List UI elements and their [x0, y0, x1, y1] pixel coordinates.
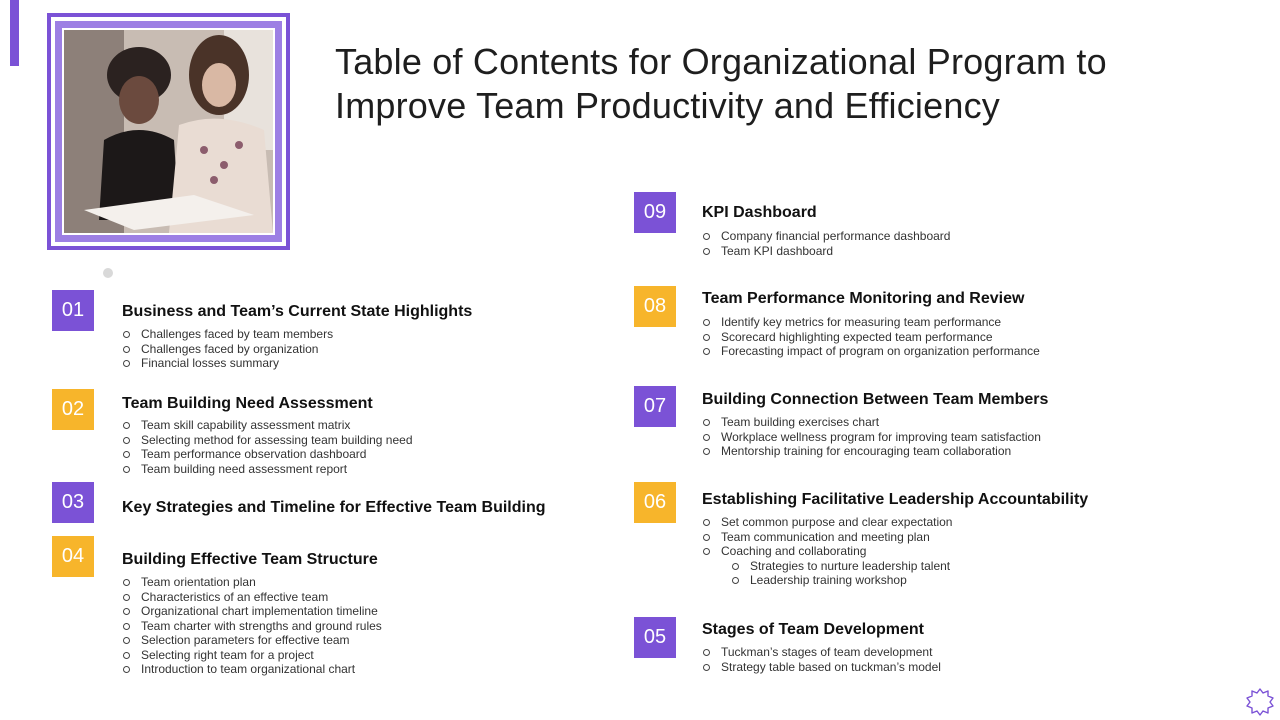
section-number-02: 02	[52, 389, 94, 430]
decorative-dot	[103, 268, 113, 278]
list-item: Team skill capability assessment matrix	[122, 418, 413, 433]
sub-list-item: Strategies to nurture leadership talent	[702, 559, 952, 574]
section-heading-03[interactable]: Key Strategies and Timeline for Effective Team Building	[122, 499, 546, 516]
list-item: Set common purpose and clear expectation	[702, 515, 952, 530]
section-number-07: 07	[634, 386, 676, 427]
sub-list-item: Leadership training workshop	[702, 573, 952, 588]
section-list-06	[702, 515, 952, 588]
section-list-08	[702, 315, 1040, 359]
list-item: Selection parameters for effective team	[122, 633, 382, 648]
section-number-03: 03	[52, 482, 94, 523]
section-list-04	[122, 575, 382, 677]
list-item: Workplace wellness program for improving team satisfaction	[702, 430, 1041, 445]
list-item: Organizational chart implementation timeline	[122, 604, 382, 619]
section-number-04: 04	[52, 536, 94, 577]
list-item: Forecasting impact of program on organization performance	[702, 344, 1040, 359]
section-list-02	[122, 418, 413, 476]
section-number-09: 09	[634, 192, 676, 233]
section-heading-05[interactable]: Stages of Team Development	[702, 621, 924, 638]
section-heading-01[interactable]: Business and Team’s Current State Highlights	[122, 303, 473, 320]
section-number-06: 06	[634, 482, 676, 523]
list-item: Company financial performance dashboard	[702, 229, 950, 244]
photo-frame	[47, 13, 290, 250]
section-heading-07[interactable]: Building Connection Between Team Members	[702, 391, 1049, 408]
list-item: Tuckman’s stages of team development	[702, 645, 941, 660]
section-number-01: 01	[52, 290, 94, 331]
list-item: Mentorship training for encouraging team collaboration	[702, 444, 1041, 459]
section-number-08: 08	[634, 286, 676, 327]
list-item: Characteristics of an effective team	[122, 590, 382, 605]
section-list-07	[702, 415, 1041, 459]
team-photo	[64, 30, 273, 233]
list-item: Identify key metrics for measuring team performance	[702, 315, 1040, 330]
list-item: Team building need assessment report	[122, 462, 413, 477]
list-item: Financial losses summary	[122, 356, 333, 371]
list-item: Team performance observation dashboard	[122, 447, 413, 462]
section-number-05: 05	[634, 617, 676, 658]
gear-logo-icon	[1244, 686, 1276, 718]
section-heading-02[interactable]: Team Building Need Assessment	[122, 395, 373, 412]
section-list-01	[122, 327, 333, 371]
list-item: Team orientation plan	[122, 575, 382, 590]
list-item: Scorecard highlighting expected team performance	[702, 330, 1040, 345]
section-heading-08[interactable]: Team Performance Monitoring and Review	[702, 290, 1025, 307]
list-item: Selecting right team for a project	[122, 648, 382, 663]
list-item: Team charter with strengths and ground rules	[122, 619, 382, 634]
list-item: Team KPI dashboard	[702, 244, 950, 259]
list-item: Selecting method for assessing team building need	[122, 433, 413, 448]
section-heading-04[interactable]: Building Effective Team Structure	[122, 551, 378, 568]
list-item: Strategy table based on tuckman’s model	[702, 660, 941, 675]
list-item: Challenges faced by team members	[122, 327, 333, 342]
list-item: Team building exercises chart	[702, 415, 1041, 430]
section-heading-09[interactable]: KPI Dashboard	[702, 204, 817, 221]
list-item: Team communication and meeting plan	[702, 530, 952, 545]
section-list-09	[702, 229, 950, 258]
accent-bar	[10, 0, 19, 66]
list-item: Coaching and collaborating	[702, 544, 952, 559]
page-title: Table of Contents for Organizational Program to Improve Team Productivity and Efficiency	[335, 41, 1107, 126]
section-heading-06[interactable]: Establishing Facilitative Leadership Accountability	[702, 491, 1089, 508]
list-item: Introduction to team organizational chart	[122, 662, 382, 677]
section-list-05	[702, 645, 941, 674]
list-item: Challenges faced by organization	[122, 342, 333, 357]
